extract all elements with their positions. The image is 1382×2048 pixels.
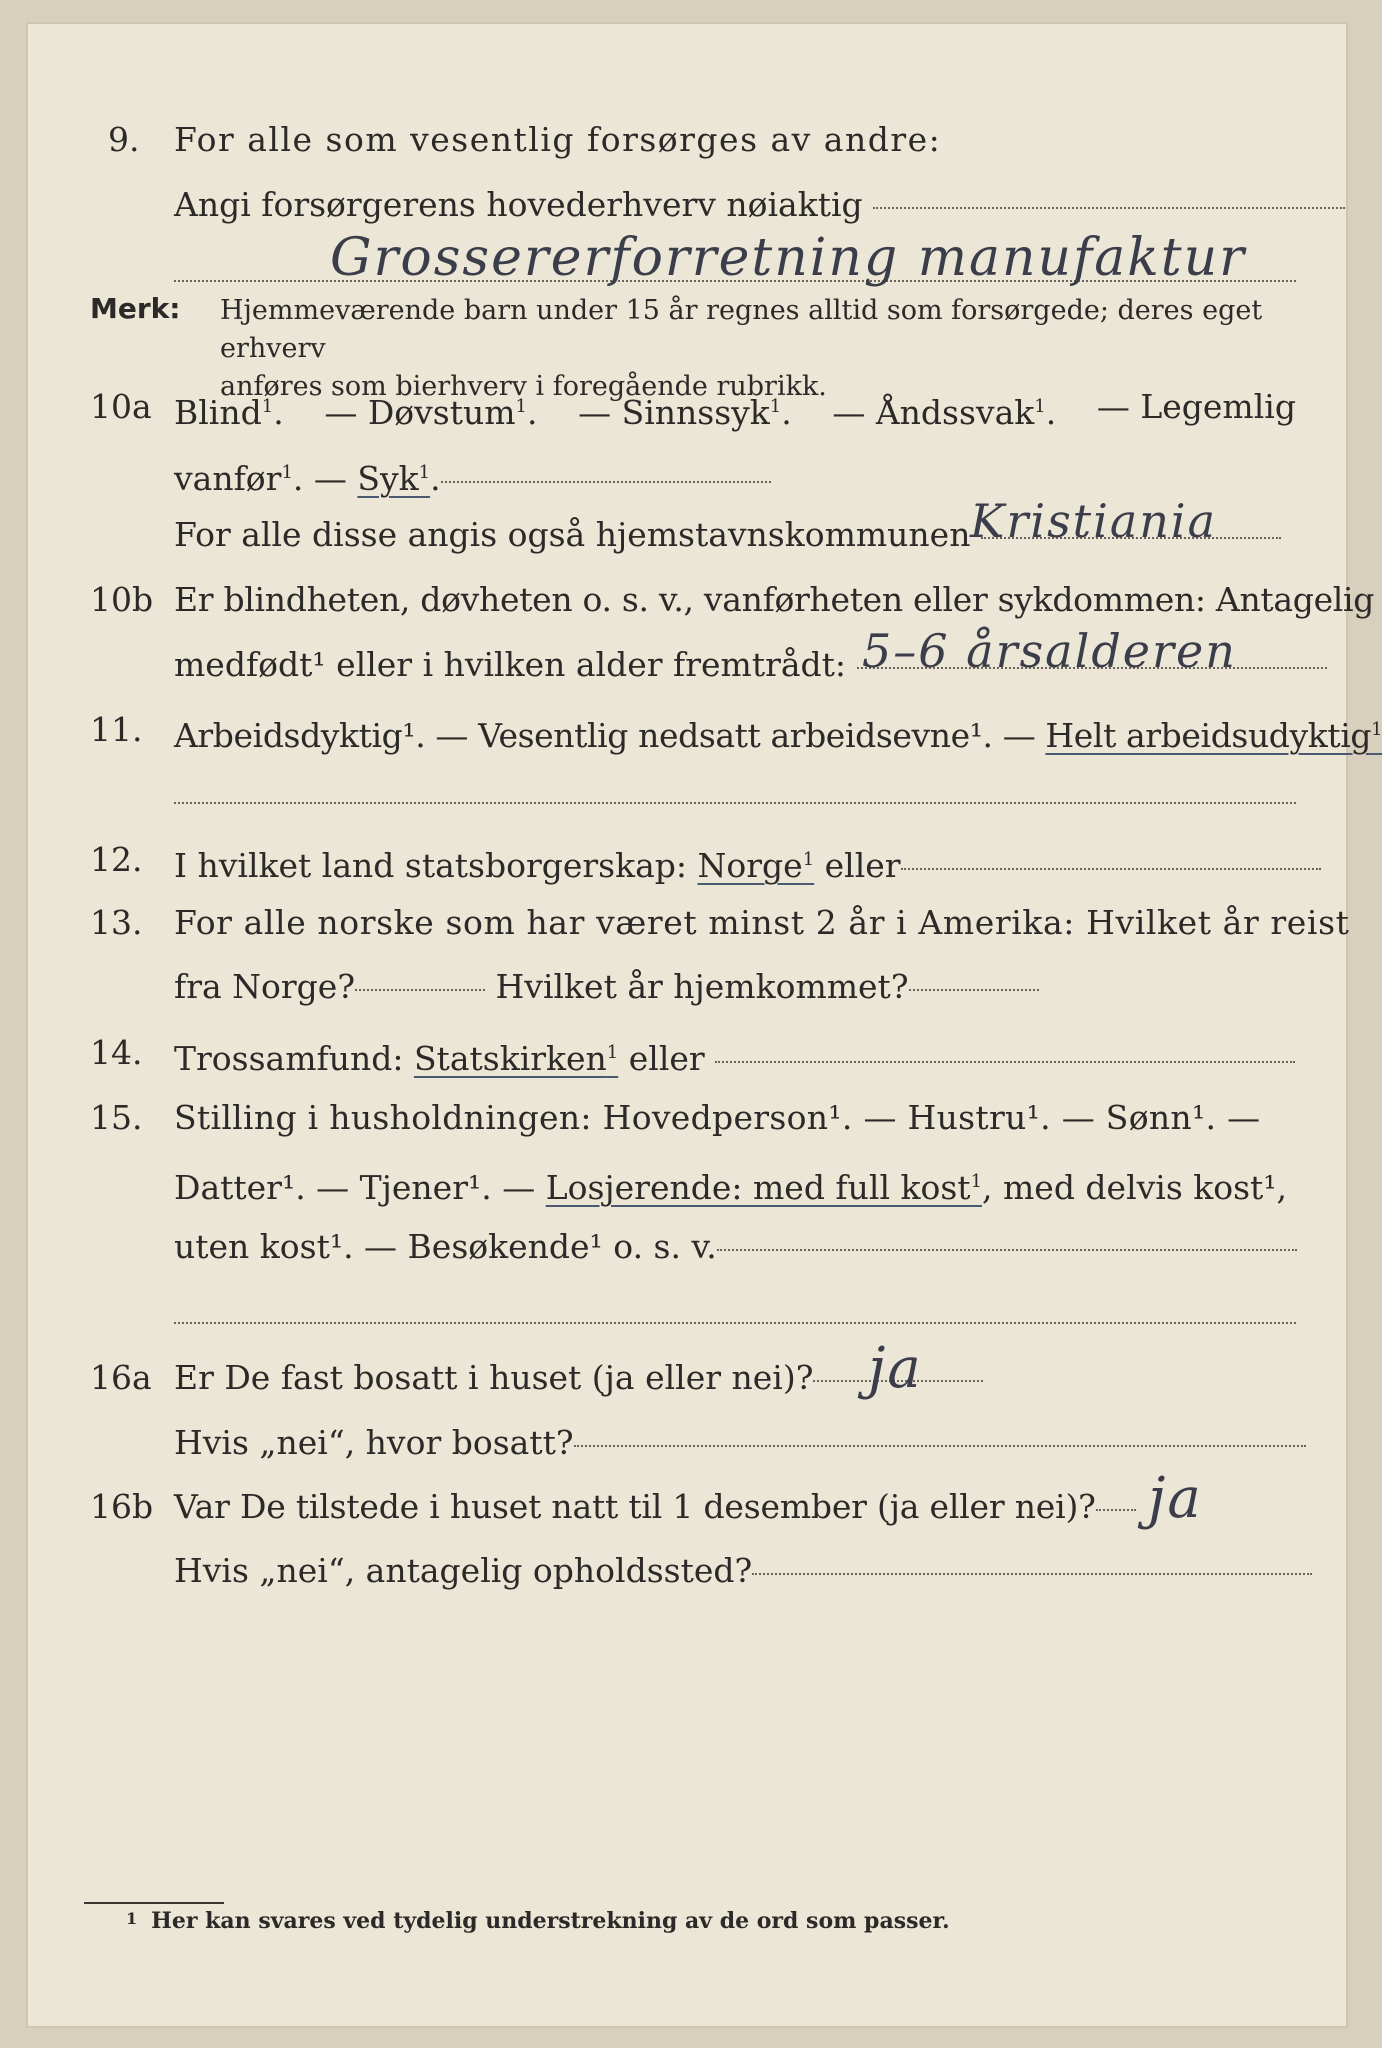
q14-number: 14. <box>90 1033 143 1072</box>
footnote <box>126 1908 950 1934</box>
footnote-rule <box>84 1902 224 1904</box>
q12-text <box>174 835 1296 891</box>
q10a-hjemstavn-prompt: For alle disse angis også hjemstavnskommunen <box>174 515 971 554</box>
q16b-dots <box>1096 1508 1136 1511</box>
q9-text-line1: For alle som vesentlig forsørges av andre: <box>174 120 942 159</box>
q13-reist-dots <box>355 988 485 991</box>
q10a-text-line2: vanfør$^1$. — Syk$^1$. <box>174 448 1296 504</box>
q10b-text-line1: Er blindheten, døvheten o. s. v., vanførheten eller sykdommen: Antagelig <box>174 580 1375 619</box>
q13-line1 <box>90 898 1350 948</box>
q15-dots <box>717 1248 1297 1251</box>
q16a-options: (ja eller nei)? <box>591 1358 814 1397</box>
q16b-options: (ja eller nei)? <box>877 1487 1096 1526</box>
q16b-line2-dots <box>752 1572 1312 1575</box>
q9-number: 9. <box>108 120 140 159</box>
q10a-syk: Syk$^1$ <box>357 459 431 498</box>
q14-eller: eller <box>628 1039 705 1078</box>
q16a-line2-dots <box>574 1444 1306 1447</box>
q16b-handwritten-answer: ja <box>1148 1466 1203 1531</box>
q10b-handwritten-answer: 5–6 årsalderen <box>862 624 1237 678</box>
q15-line2 <box>90 1157 1296 1207</box>
q15-number: 15. <box>90 1098 143 1137</box>
footnote-text: Her kan svares ved tydelig understrekning av de ord som passer. <box>151 1908 950 1934</box>
q15-line1 <box>90 1093 1296 1143</box>
q13-number: 13. <box>90 903 143 942</box>
q13-hjemkommet-dots <box>909 988 1039 991</box>
q11-extra-line <box>174 800 1296 804</box>
q9-line2 <box>90 180 1296 230</box>
q10b-line1 <box>90 575 1375 625</box>
q16b-text-line2 <box>174 1546 1296 1596</box>
q15-losjerende-full-kost: Losjerende: med full kost$^1$ <box>545 1168 983 1207</box>
q16a-text-line1 <box>174 1353 1296 1403</box>
q12-number: 12. <box>90 840 143 879</box>
q10a-option-sinnssyk: — Sinnssyk$^1$. <box>578 393 792 432</box>
q16a-number: 16a <box>90 1358 152 1397</box>
merk-line2: anføres som bierhverv i foregående rubrikk. <box>220 371 827 402</box>
q13-line2 <box>90 962 1296 1012</box>
q16a-line1 <box>90 1353 1296 1403</box>
q14-line1 <box>90 1028 1296 1078</box>
q10a-option-dovstum: — Døvstum$^1$. <box>324 393 538 432</box>
q16a-text-line2 <box>174 1418 1296 1468</box>
q9-text-line2 <box>174 180 1296 230</box>
q10a-handwritten-answer: Kristiania <box>970 494 1218 548</box>
q12-dots <box>901 867 1321 870</box>
q15-line3 <box>90 1222 1296 1272</box>
q11-helt-arbeidsudyktig: Helt arbeidsudyktig$^1$ <box>1045 716 1382 755</box>
q10a-line1 <box>90 382 1296 432</box>
merk-line1: Hjemmeværende barn under 15 år regnes alltid som forsørgede; deres eget erhverv <box>220 295 1263 364</box>
q15-text-line1: Stilling i husholdningen: Hovedperson¹. — Hustru¹. — Sønn¹. — <box>174 1098 1261 1137</box>
q16b-line2 <box>90 1546 1296 1596</box>
q12-norge: Norge$^1$ <box>697 846 815 885</box>
q9-handwritten-answer: Grossererforretning manufaktur <box>330 228 1246 288</box>
q10a-vanfor: vanfør <box>174 459 282 498</box>
q10a-option-andssvak: — Åndssvak$^1$. <box>832 393 1057 432</box>
q16a-handwritten-answer: ja <box>868 1336 923 1401</box>
q16a-hvor-bosatt: Hvis „nei“, hvor bosatt? <box>174 1423 574 1462</box>
q15-datter-tjener: Datter¹. — Tjener¹. — <box>174 1168 536 1207</box>
q16b-line1 <box>90 1482 1296 1532</box>
q11-options: Arbeidsdyktig¹. — Vesentlig nedsatt arbeidsevne¹. — <box>174 716 1036 755</box>
q10a-number: 10a <box>90 387 152 426</box>
q16b-number: 16b <box>90 1487 154 1526</box>
q14-text <box>174 1028 1296 1084</box>
q14-statskirken: Statskirken$^1$ <box>413 1039 619 1078</box>
q13-text-line1: For alle norske som har været minst 2 år i Amerika: Hvilket år reist <box>174 903 1350 942</box>
q15-text-line2 <box>174 1157 1296 1213</box>
q13-text-line2 <box>174 962 1296 1012</box>
q16b-prompt: Var De tilstede i huset natt til 1 desember <box>174 1487 867 1526</box>
q10b-number: 10b <box>90 580 154 619</box>
q9-prompt: Angi forsørgerens hovederhverv nøiaktig <box>174 185 863 224</box>
q11-line1 <box>90 705 1382 755</box>
q14-dots <box>715 1060 1295 1063</box>
q12-prompt: I hvilket land statsborgerskap: <box>174 846 688 885</box>
q15-text-line3 <box>174 1222 1296 1272</box>
q10b-prompt: medfødt¹ eller i hvilken alder fremtrådt: <box>174 645 847 684</box>
q14-prompt: Trossamfund: <box>174 1039 404 1078</box>
q16a-prompt: Er De fast bosatt i huset <box>174 1358 582 1397</box>
q15-uten-kost: uten kost¹. — Besøkende¹ o. s. v. <box>174 1227 717 1266</box>
q10a-option-blind: Blind$^1$. <box>174 393 284 432</box>
q15-extra-line <box>174 1320 1296 1324</box>
q10a-line2 <box>90 448 1296 498</box>
footnote-mark: 1 <box>126 1909 138 1928</box>
q13-hjemkommet-prompt: Hvilket år hjemkommet? <box>495 967 909 1006</box>
merk-label: Merk: <box>90 292 181 325</box>
q9-answer-dots <box>873 206 1345 209</box>
q11-number: 11. <box>90 710 143 749</box>
q11-text <box>174 705 1382 761</box>
q16b-text-line1 <box>174 1482 1296 1532</box>
q16b-opholdssted: Hvis „nei“, antagelig opholdssted? <box>174 1551 753 1590</box>
q12-line1 <box>90 835 1296 885</box>
q10a-line2-dots <box>441 480 771 483</box>
q13-reist-prompt: fra Norge? <box>174 967 356 1006</box>
q16a-line2 <box>90 1418 1296 1468</box>
q9-line1 <box>90 115 1296 165</box>
q15-delvis-kost: , med delvis kost¹, <box>982 1168 1288 1207</box>
q10a-option-legemlig: — Legemlig <box>1096 387 1296 426</box>
q12-eller: eller <box>824 846 901 885</box>
q10a-options <box>174 382 1296 438</box>
